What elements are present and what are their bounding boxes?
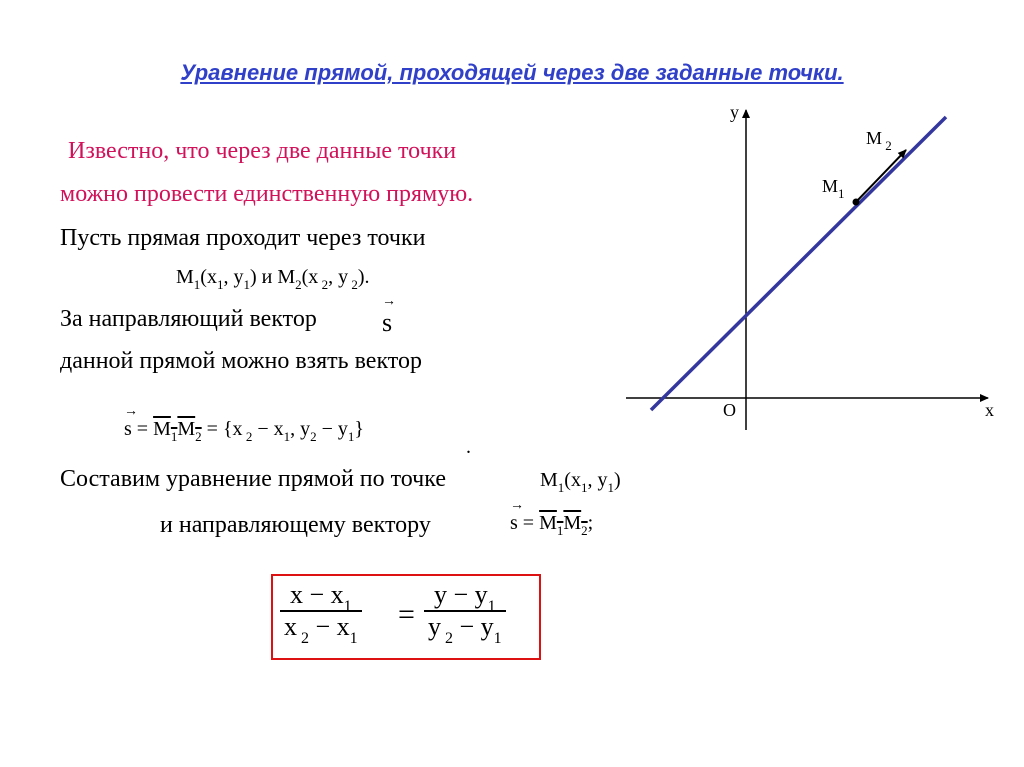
straight-line	[651, 117, 946, 410]
intro-line-1: Известно, что через две данные точки	[68, 138, 457, 164]
text-line-6: Составим уравнение прямой по точке	[60, 466, 446, 492]
formula-s-M1M2: → $s = M_1M_2$;	[510, 512, 593, 535]
x-axis-label: x	[985, 400, 994, 420]
text-line-7: и направляющему вектору	[160, 512, 431, 538]
text-line-5: данной прямой можно взять вектор	[60, 348, 422, 374]
point-M1	[853, 199, 860, 206]
vector-s-symbol: → s	[382, 308, 392, 338]
origin-label: O	[723, 400, 736, 420]
text-line-3: Пусть прямая проходит через точки	[60, 225, 426, 251]
point-M1-label: $M_1$	[822, 176, 845, 201]
fraction-right: $\frac{y - y_1}{y _2 - y_1}$	[424, 580, 506, 642]
fraction-left: $\frac{x - x_1}{x _2 - x_1}$	[280, 580, 362, 642]
text-line-4: За направляющий вектор	[60, 306, 317, 332]
point-M2-label: M $_2$	[866, 128, 892, 153]
intro-line-2: можно провести единственную прямую.	[60, 181, 474, 207]
vector-arrow	[856, 150, 906, 202]
formula-direction-vector: → $s = M_1M_2 = \{x$ $_2 - x_1$, $y_2 - y_1$}	[124, 418, 364, 441]
formula-point-M1: $M_1(x_1$, $y_1$)	[540, 469, 621, 495]
formula-dot: .	[466, 436, 471, 458]
page-title: Уравнение прямой, проходящей через две заданные точки.	[180, 60, 844, 85]
formula-points: $M_1(x_1$, $y_1$) и $M_2(x$ $_2$, y $_2$).	[176, 266, 370, 292]
equals-sign: =	[398, 598, 415, 631]
y-axis-label: y	[730, 102, 739, 122]
